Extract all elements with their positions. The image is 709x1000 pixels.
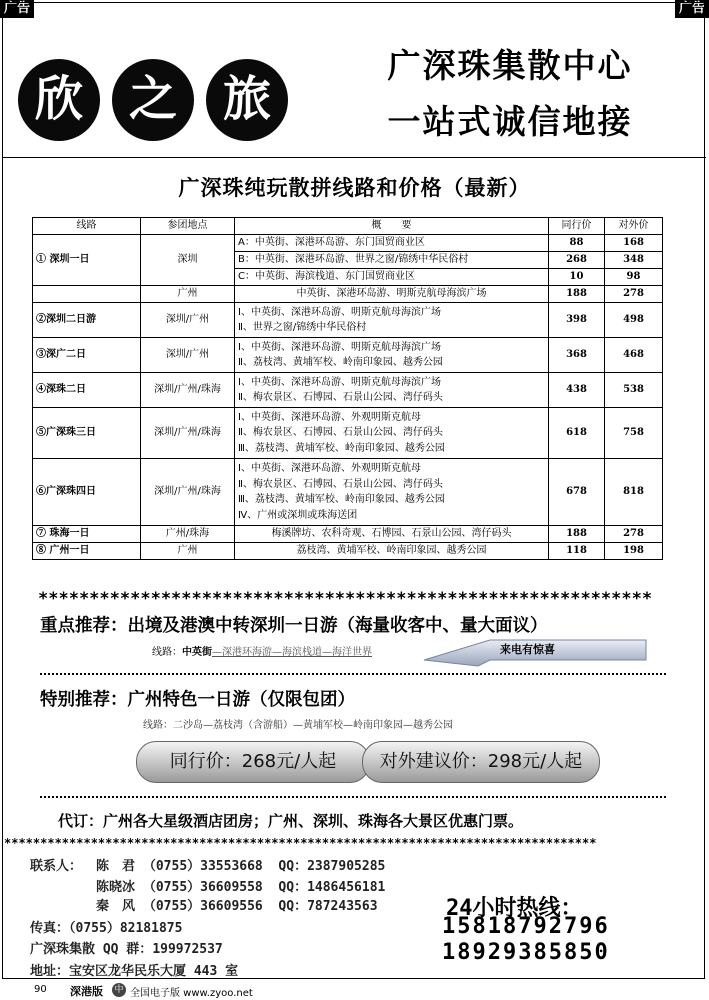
- qq-group-row: [30, 938, 223, 957]
- star-separator-2: **********************************************************************************: [4, 836, 597, 850]
- website-link[interactable]: 全国电子版 www.zyoo.net: [130, 988, 253, 999]
- route-name: ⑦ 珠海一日: [33, 526, 141, 543]
- contact-phone: （0755）33553668: [142, 859, 263, 874]
- promo-1-callout: 来电有惊喜: [500, 643, 555, 656]
- route-first: 中英街: [182, 647, 212, 658]
- qq-group-label: 广深珠集散 QQ 群：: [30, 942, 153, 957]
- table-row: [33, 459, 663, 526]
- desc-line: Ⅱ、荔枝湾、黄埔军校、岭南印象园、越秀公园: [238, 357, 443, 368]
- contact-phone: （0755）36609556: [142, 899, 263, 914]
- price-table: [32, 217, 663, 560]
- table-header-row: [33, 218, 663, 235]
- table-row: [33, 235, 663, 252]
- route-desc: [235, 338, 549, 373]
- route-desc: 中英街、深港环岛游、明斯克航母海滨广场: [235, 286, 549, 303]
- public-price: 278: [605, 286, 663, 303]
- route-area: 深圳/广州: [141, 303, 235, 338]
- header-divider: [3, 157, 706, 158]
- peer-price: 438: [549, 373, 605, 408]
- route-area: 深圳/广州/珠海: [141, 408, 235, 459]
- contact-phone: （0755）36609558: [142, 880, 263, 895]
- col-peer-price: 同行价: [549, 218, 605, 235]
- ad-tag-right: 广告: [675, 0, 709, 18]
- desc-line: Ⅰ、中英街、深港环岛游、明斯克航母海滨广场: [238, 341, 441, 353]
- desc-line: Ⅲ、荔枝湾、黄埔军校、岭南印象园、越秀公园: [238, 442, 445, 454]
- qq-group-number: 199972537: [152, 942, 223, 957]
- table-row: [33, 526, 663, 543]
- logo-char-3: 旅: [206, 59, 288, 141]
- desc-line: Ⅳ、广州或深圳或珠海送团: [238, 509, 358, 521]
- peer-price-pill: 同行价：268元/人起: [136, 741, 370, 783]
- table-row: [33, 543, 663, 560]
- brand-logo: [18, 54, 318, 154]
- route-area: 深圳/广州/珠海: [141, 373, 235, 408]
- desc-line: Ⅱ、梅农景区、石博园、石景山公园、湾仔码头: [238, 392, 443, 403]
- route-area: 深圳/广州/珠海: [141, 459, 235, 526]
- public-price: 168: [605, 235, 663, 252]
- logo-char-2: 之: [112, 59, 194, 141]
- page-title: 广深珠纯玩散拼线路和价格（最新）: [178, 176, 531, 200]
- route-area: 广州/珠海: [141, 526, 235, 543]
- route-prefix: 线路：: [152, 647, 182, 658]
- contact-row: [96, 855, 385, 874]
- peer-price: 118: [549, 543, 605, 560]
- col-route: 线路: [33, 218, 141, 235]
- hotline-number-1: 15818792796: [442, 914, 610, 939]
- route-desc: 梅溪牌坊、农科奇观、石博园、石景山公园、湾仔码头: [235, 526, 549, 543]
- peer-price: 368: [549, 338, 605, 373]
- public-price: 278: [605, 526, 663, 543]
- contact-qq-label: QQ：: [278, 899, 308, 914]
- route-name-empty: [33, 286, 141, 303]
- col-summary: 概 要: [235, 218, 549, 235]
- contact-name: 陈 君: [96, 859, 136, 874]
- hotline-number-2: 18929385850: [442, 940, 610, 965]
- contact-qq: 1486456181: [307, 880, 386, 895]
- public-price: 818: [605, 459, 663, 526]
- route-desc: A：中英街、深港环岛游、东门国贸商业区: [235, 235, 549, 252]
- logo-char-1: 欣: [18, 59, 100, 141]
- route-desc: [235, 459, 549, 526]
- desc-line: Ⅱ、梅农景区、石博园、石景山公园、湾仔码头: [238, 427, 443, 439]
- table-row: [33, 286, 663, 303]
- public-price: 348: [605, 252, 663, 269]
- address-row: [30, 960, 238, 979]
- route-area: 深圳: [141, 235, 235, 286]
- hotline-label: 24小时热线：: [446, 896, 583, 921]
- table-row: [33, 373, 663, 408]
- route-name: ④深珠二日: [33, 373, 141, 408]
- address-label: 地址：: [30, 964, 70, 979]
- route-rest: —深港环海游—海滨栈道—海洋世界: [212, 647, 372, 658]
- public-price-pill: 对外建议价：298元/人起: [362, 741, 600, 783]
- route-name: ③深广二日: [33, 338, 141, 373]
- promo-1-title: 重点推荐：出境及港澳中转深圳一日游（海量收客中、量大面议）: [40, 616, 548, 636]
- public-price: 498: [605, 303, 663, 338]
- desc-line: Ⅰ、中英街、深港环岛游、外观明斯克航母: [238, 411, 421, 423]
- table-row: [33, 408, 663, 459]
- desc-line: Ⅱ、世界之窗/锦绣中华民俗村: [238, 322, 367, 333]
- desc-line: Ⅱ、梅农景区、石博园、石景山公园、湾仔码头: [238, 478, 443, 490]
- headline-2: 一站式诚信地接: [387, 102, 633, 141]
- contact-name: 秦 风: [96, 899, 136, 914]
- publication-badge-icon: 中: [112, 983, 126, 997]
- public-price: 98: [605, 269, 663, 286]
- peer-price: 268: [549, 252, 605, 269]
- route-desc: [235, 303, 549, 338]
- desc-line: Ⅰ、中英街、深港环岛游、明斯克航母海滨广场: [238, 306, 441, 318]
- contact-row: [96, 876, 385, 895]
- public-price: 758: [605, 408, 663, 459]
- peer-price: 188: [549, 526, 605, 543]
- page-number: 90: [34, 984, 47, 995]
- route-name: ⑥广深珠四日: [33, 459, 141, 526]
- route-name: ⑧ 广州一日: [33, 543, 141, 560]
- route-desc: C：中英街、海滨栈道、东门国贸商业区: [235, 269, 549, 286]
- route-name: ① 深圳一日: [33, 235, 141, 286]
- contact-row: [96, 895, 378, 914]
- fax-number: （0755）82181875: [69, 921, 183, 936]
- public-price: 538: [605, 373, 663, 408]
- public-price: 198: [605, 543, 663, 560]
- promo-2-title: 特别推荐：广州特色一日游（仅限包团）: [40, 690, 355, 710]
- address-text: 宝安区龙华民乐大厦 443 室: [69, 964, 239, 979]
- route-area: 广州: [141, 543, 235, 560]
- promo-2-route: 线路：二沙岛—荔枝湾（含游船）—黄埔军校—岭南印象园—越秀公园: [143, 720, 453, 731]
- peer-price: 10: [549, 269, 605, 286]
- headline-1: 广深珠集散中心: [387, 46, 633, 85]
- route-name: ⑤广深珠三日: [33, 408, 141, 459]
- contact-qq: 2387905285: [307, 859, 386, 874]
- route-area: 广州: [141, 286, 235, 303]
- publication-name: 深港版: [70, 985, 103, 998]
- dotted-divider-2: [40, 796, 666, 798]
- star-separator: ************************************************************: [38, 590, 653, 608]
- peer-price: 398: [549, 303, 605, 338]
- col-public-price: 对外价: [605, 218, 663, 235]
- fax-label: 传真：: [30, 921, 70, 936]
- peer-price: 678: [549, 459, 605, 526]
- contact-label: 联系人：: [30, 859, 83, 874]
- peer-price: 618: [549, 408, 605, 459]
- peer-price: 88: [549, 235, 605, 252]
- desc-line: Ⅲ、荔枝湾、黄埔军校、岭南印象园、越秀公园: [238, 494, 445, 505]
- desc-line: Ⅰ、中英街、深港环岛游、明斯克航母海滨广场: [238, 376, 441, 388]
- route-desc: 荔枝湾、黄埔军校、岭南印象园、越秀公园: [235, 543, 549, 560]
- contact-name: 陈晓冰: [96, 880, 136, 895]
- public-price: 468: [605, 338, 663, 373]
- promo-1-route: [152, 643, 372, 658]
- contact-qq-label: QQ：: [278, 880, 308, 895]
- desc-line: Ⅰ、中英街、深港环岛游、外观明斯克航母: [238, 463, 421, 474]
- route-area: 深圳/广州: [141, 338, 235, 373]
- dotted-divider-1: [40, 673, 666, 675]
- ad-tag-left: 广告: [0, 0, 34, 18]
- fax-row: [30, 917, 182, 936]
- table-row: [33, 338, 663, 373]
- contact-qq: 787243563: [307, 899, 378, 914]
- table-row: [33, 303, 663, 338]
- col-area: 参团地点: [141, 218, 235, 235]
- booking-note: 代订：广州各大星级酒店团房；广州、深圳、珠海各大景区优惠门票。: [58, 812, 524, 830]
- route-desc: [235, 408, 549, 459]
- route-desc: B：中英街、深港环岛游、世界之窗/锦绣中华民俗村: [235, 252, 549, 269]
- route-desc: [235, 373, 549, 408]
- contact-qq-label: QQ：: [278, 859, 308, 874]
- route-name: ②深圳二日游: [33, 303, 141, 338]
- peer-price: 188: [549, 286, 605, 303]
